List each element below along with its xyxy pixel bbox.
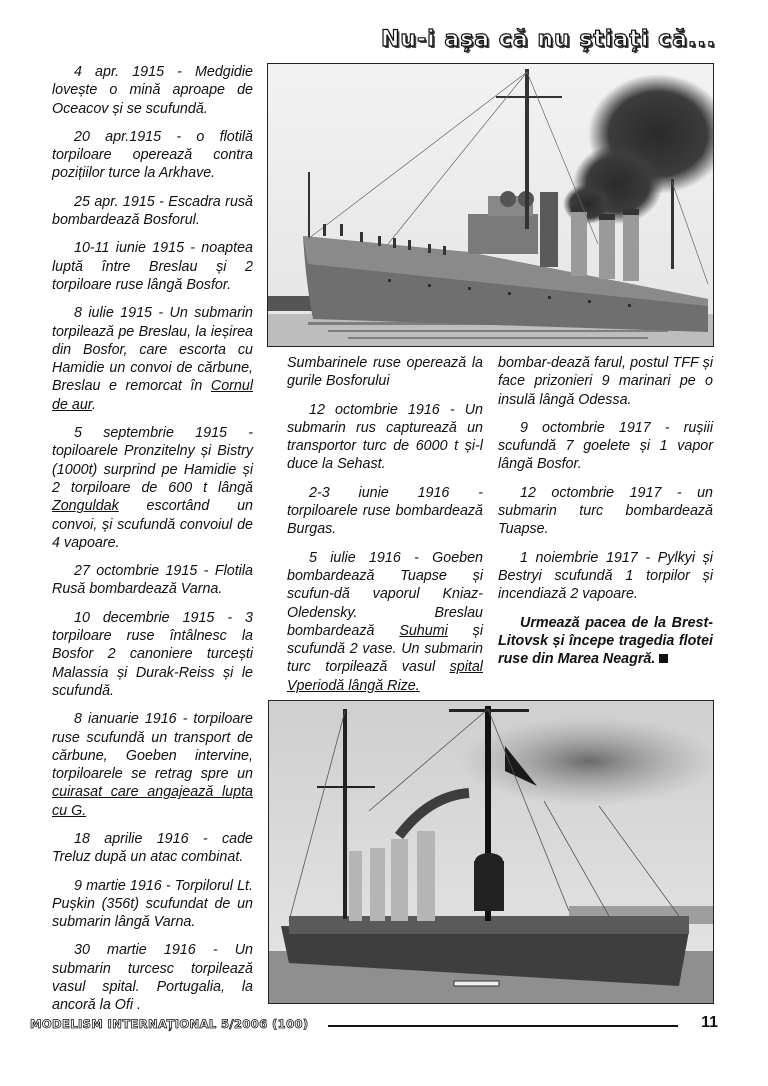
entry-text: . (92, 396, 96, 413)
underlined-text: Cornul de aur (52, 378, 253, 413)
publication-name: MODELISM INTERNAȚIONAL 5/2006 (100) (30, 1017, 309, 1031)
page-footer (30, 1014, 718, 1036)
entry: Sumbarinele ruse operează la gurile Bosforului (287, 355, 483, 390)
underlined-text: spital Vperiodă lângă Rize. (287, 659, 483, 694)
text-column-middle (287, 354, 483, 752)
entry: 20 apr.1915 - o flotilă torpiloare operează contra pozițiilor turce la Arkhave. (52, 128, 253, 182)
entry-text: 8 iulie 1915 - Un submarin torpilează pe Breslau, la ieșirea din Bosfor, care escorta cu Hamidie un convoi de cărbune, Breslau e remorcat în (52, 305, 253, 395)
entry: 27 octombrie 1915 - Flotila Rusă bombardează Varna. (52, 563, 253, 598)
underlined-text: cuirasat care angajează lupta cu G. (52, 784, 253, 819)
entry-text: și scufundă 2 vase. Un submarin turc torpilează vasul (287, 622, 483, 676)
underlined-text: Zonguldak (52, 498, 119, 515)
footer-divider (328, 1025, 678, 1027)
entry: 25 apr. 1915 - Escadra rusă bombardează Bosforul. (52, 193, 253, 229)
entry: 2-3 iunie 1916 - torpiloarele ruse bombardează Burgas. (287, 484, 483, 538)
entry: 9 martie 1916 - Torpilorul Lt. Pușkin (356t) scufundat de un submarin lângă Varna. (52, 877, 253, 931)
entry: 18 aprilie 1916 - cade Treluz după un atac combinat. (52, 830, 253, 866)
entry-text: 5 septembrie 1915 - topiloarele Pronzitelny și Bistry (1000t) surprind pe Hamidie și 2 torpiloare de 600 t lângă (52, 425, 253, 496)
entry: 12 octombrie 1917 - un submarin turc bombardează Tuapse. (498, 484, 713, 538)
entry: 10 decembrie 1915 - 3 torpiloare ruse întâlnesc la Bosfor 2 canoniere turcești Malassia și Durak-Reiss și le scufundă. (52, 609, 253, 699)
entry: bombar-dează farul, postul TFF și face prizonieri 9 marinari pe o insulă lângă Odessa. (498, 355, 713, 408)
entry-text: 5 iulie 1916 - Goeben bombardează Tuapse și scufun-dă vaporul Kniaz-Oledensky. Breslau bombardează (287, 549, 483, 639)
cruiser-illustration (269, 701, 713, 1003)
entry: 9 octombrie 1917 - rușiii scufundă 7 goelete și 1 vapor lângă Bosfor. (498, 419, 713, 473)
entry: 1 noiembrie 1917 - Pylkyi și Bestryi scufundă 1 torpilor și incendiază 2 vapoare. (498, 549, 713, 603)
ship-photo-bottom (268, 700, 714, 1004)
closing-statement (498, 614, 713, 669)
text-column-left (52, 63, 253, 1025)
entry (52, 710, 253, 820)
entry: 12 octombrie 1916 - Un submarin rus capturează un transportor turc de 6000 t și-l duce la Sehast. (287, 401, 483, 473)
entry (52, 304, 253, 414)
entry-text: 8 ianuarie 1916 - torpiloare ruse scufundă un transport de cărbune, Goeben intervine, torpiloarele se retrag spre un (52, 711, 253, 783)
entry (287, 549, 483, 695)
text-column-right (498, 354, 713, 678)
cruiser-illustration (268, 64, 713, 346)
end-of-article-icon (659, 654, 668, 663)
page-number: 11 (701, 1014, 718, 1031)
underlined-text: Suhumi (399, 622, 448, 639)
page-header-title: Nu-i așa că nu știați că... (380, 27, 716, 52)
entry: 30 martie 1916 - Un submarin turcesc torpilează vasul spital. Portugalia, la ancoră la Ofi . (52, 942, 253, 1014)
closing-text: Urmează pacea de la Brest-Litovsk și începe tragedia flotei ruse din Marea Neagră. (498, 614, 713, 668)
entry: 10-11 iunie 1915 - noaptea luptă între Breslau și 2 torpiloare ruse lângă Bosfor. (52, 240, 253, 293)
entry: 4 apr. 1915 - Medgidie lovește o mină aproape de Oceacov și se scufundă. (52, 64, 253, 117)
entry (52, 424, 253, 552)
entry-text: escortând un convoi, și scufundă convoiul de 4 vapoare. (52, 498, 253, 551)
ship-photo-top (267, 63, 714, 347)
